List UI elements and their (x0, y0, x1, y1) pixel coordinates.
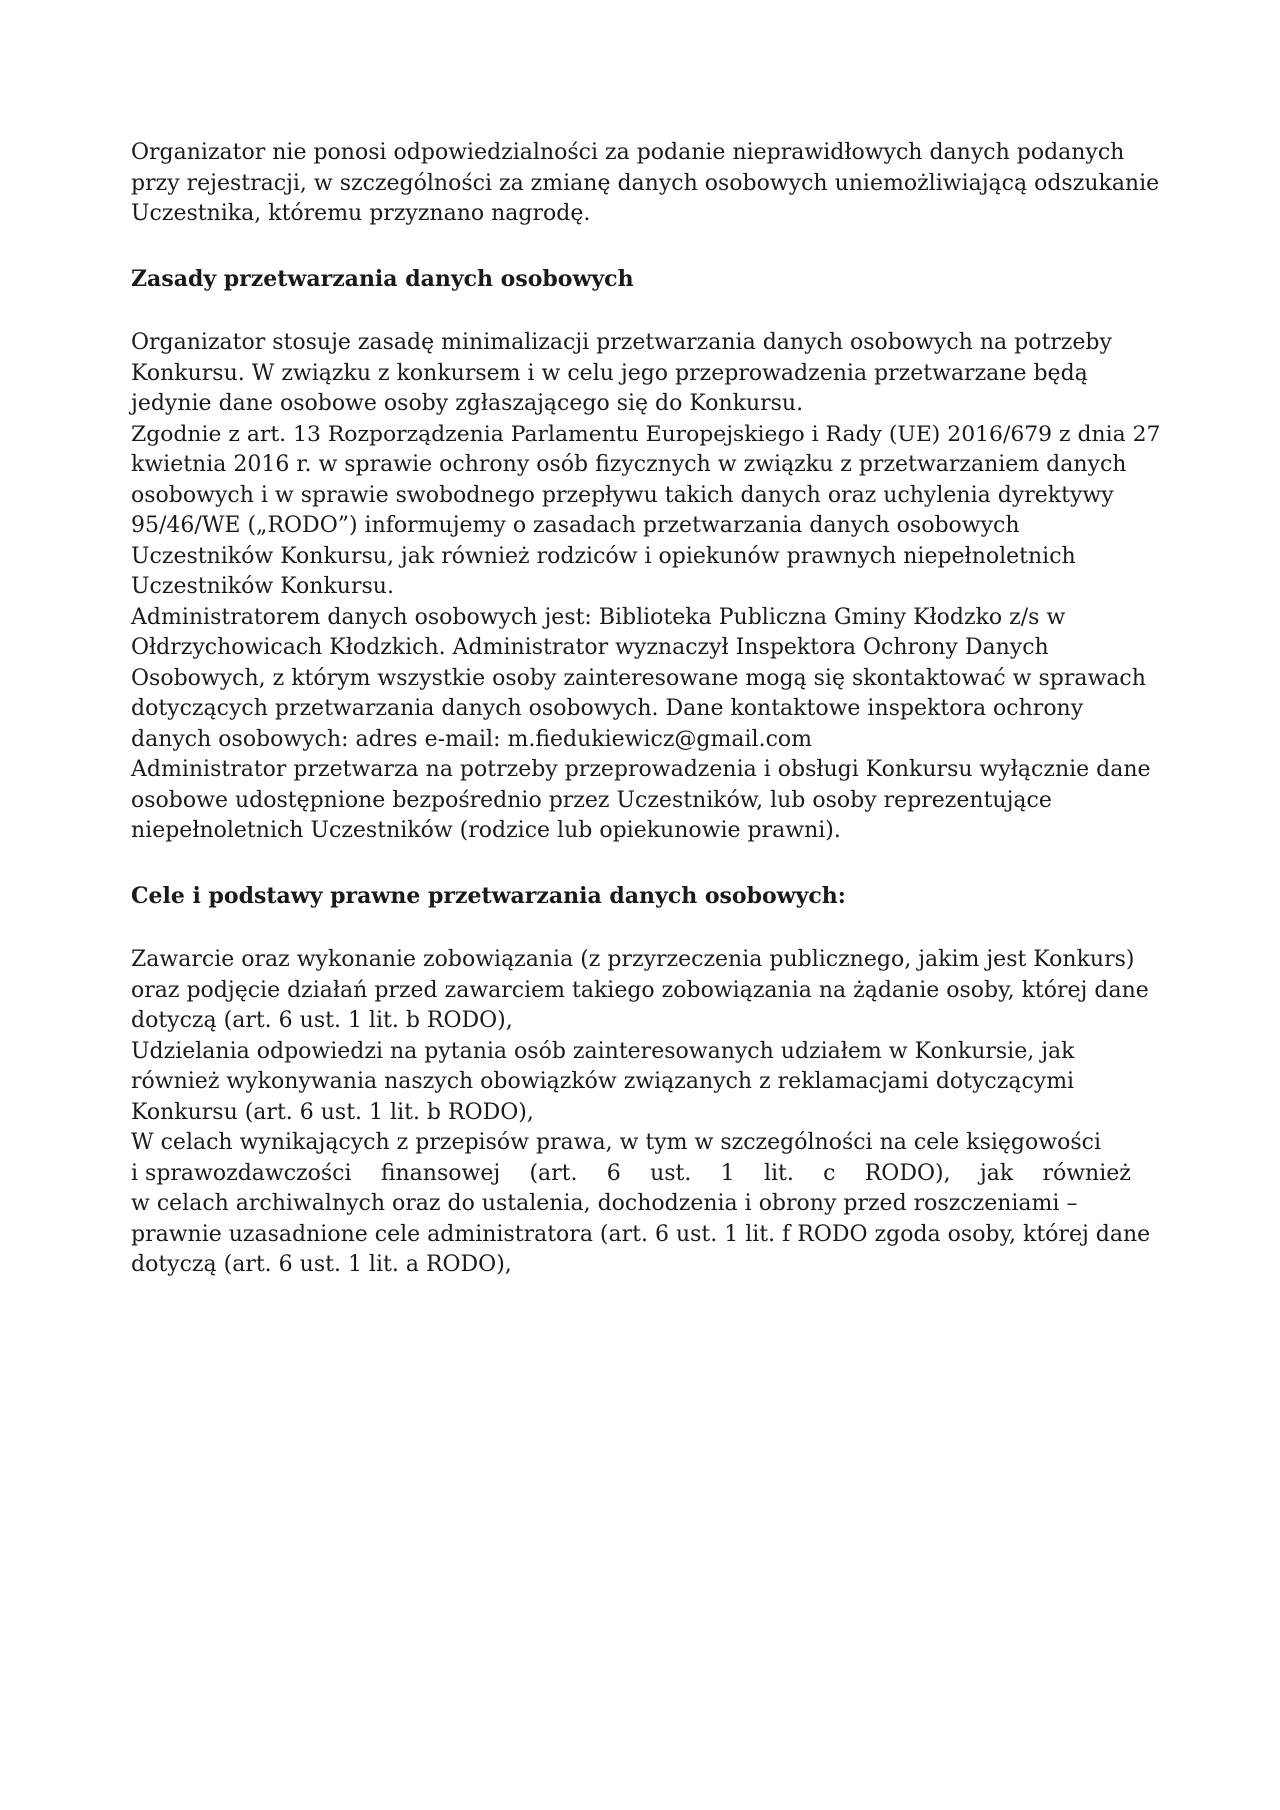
text-line: Ołdrzychowicach Kłodzkich. Administrator wyznaczył Inspektora Ochrony Danych (131, 635, 1049, 660)
text-line: Uczestników Konkursu, jak również rodziców i opiekunów prawnych niepełnoletnich (131, 543, 1076, 569)
text-line: niepełnoletnich Uczestników (rodzice lub opiekunowie prawni). (131, 818, 841, 843)
word: (art. (529, 1160, 578, 1186)
text-line: przy rejestracji, w szczególności za zmianę danych osobowych uniemożliwiającą odszukanie (131, 170, 1160, 196)
text-line: Administrator przetwarza na potrzeby przeprowadzenia i obsługi Konkursu wyłącznie dane (131, 757, 1151, 782)
justified-text-line (131, 1159, 1131, 1190)
word: c (823, 1160, 836, 1186)
text-line: w celach archiwalnych oraz do ustalenia, dochodzenia i obrony przed roszczeniami – (131, 1191, 1078, 1216)
intro-paragraph (131, 138, 1161, 230)
text-line: Osobowych, z którym wszystkie osoby zainteresowane mogą się skontaktować w sprawach (131, 665, 1146, 691)
text-line: osobowe udostępnione bezpośrednio przez Uczestników, lub osoby reprezentujące (131, 787, 1052, 813)
text-line: Konkursu. W związku z konkursem i w celu jego przeprowadzenia przetwarzane będą (131, 360, 1088, 386)
section-heading-zasady: Zasady przetwarzania danych osobowych (131, 265, 634, 292)
text-line: również wykonywania naszych obowiązków związanych z reklamacjami dotyczącymi (131, 1069, 1075, 1094)
word: również (1042, 1160, 1131, 1186)
document-page (131, 138, 1161, 1281)
text-line: Organizator stosuje zasadę minimalizacji przetwarzania danych osobowych na potrzeby (131, 330, 1112, 355)
text-line: Zawarcie oraz wykonanie zobowiązania (z przyrzeczenia publicznego, jakim jest Konkurs) (131, 947, 1135, 972)
text-line: Zgodnie z art. 13 Rozporządzenia Parlamentu Europejskiego i Rady (UE) 2016/679 z dnia 27 (131, 421, 1161, 447)
text-line: Uczestnika, któremu przyznano nagrodę. (131, 201, 591, 226)
section1-body (131, 328, 1161, 847)
word: lit. (763, 1160, 794, 1186)
text-line: Udzielania odpowiedzi na pytania osób zainteresowanych udziałem w Konkursie, jak (131, 1038, 1075, 1064)
text-line: dotyczą (art. 6 ust. 1 lit. a RODO), (131, 1252, 512, 1277)
text-line: Organizator nie ponosi odpowiedzialności za podanie nieprawidłowych danych podanych (131, 140, 1125, 165)
section2-body (131, 945, 1161, 1281)
word: jak (979, 1160, 1014, 1186)
word: RODO), (864, 1160, 951, 1186)
text-line: Uczestników Konkursu. (131, 574, 394, 599)
text-line: dotyczą (art. 6 ust. 1 lit. b RODO), (131, 1008, 513, 1033)
word: finansowej (380, 1160, 501, 1186)
text-line: Konkursu (art. 6 ust. 1 lit. b RODO), (131, 1099, 534, 1125)
section-heading-cele: Cele i podstawy prawne przetwarzania danych osobowych: (131, 882, 846, 909)
word: i sprawozdawczości (131, 1160, 352, 1186)
word: 1 (720, 1160, 735, 1186)
text-line: W celach wynikających z przepisów prawa, w tym w szczególności na cele księgowości (131, 1130, 1101, 1155)
text-line: kwietnia 2016 r. w sprawie ochrony osób fizycznych w związku z przetwarzaniem danych (131, 452, 1127, 477)
text-line: prawnie uzasadnione cele administratora (art. 6 ust. 1 lit. f RODO zgoda osoby, której dane (131, 1221, 1151, 1247)
text-line: dotyczących przetwarzania danych osobowych. Dane kontaktowe inspektora ochrony (131, 696, 1084, 721)
text-line: oraz podjęcie działań przed zawarciem takiego zobowiązania na żądanie osoby, której dane (131, 977, 1149, 1003)
text-line: 95/46/WE („RODO”) informujemy o zasadach przetwarzania danych osobowych (131, 513, 1020, 538)
text-line: Administratorem danych osobowych jest: Biblioteka Publiczna Gminy Kłodzko z/s w (131, 604, 1066, 630)
word: 6 (606, 1160, 621, 1186)
word: ust. (650, 1160, 692, 1186)
text-line: jedynie dane osobowe osoby zgłaszającego się do Konkursu. (131, 391, 804, 416)
text-line: danych osobowych: adres e-mail: m.fiedukiewicz@gmail.com (131, 726, 812, 752)
text-line: osobowych i w sprawie swobodnego przepływu takich danych oraz uchylenia dyrektywy (131, 482, 1114, 508)
